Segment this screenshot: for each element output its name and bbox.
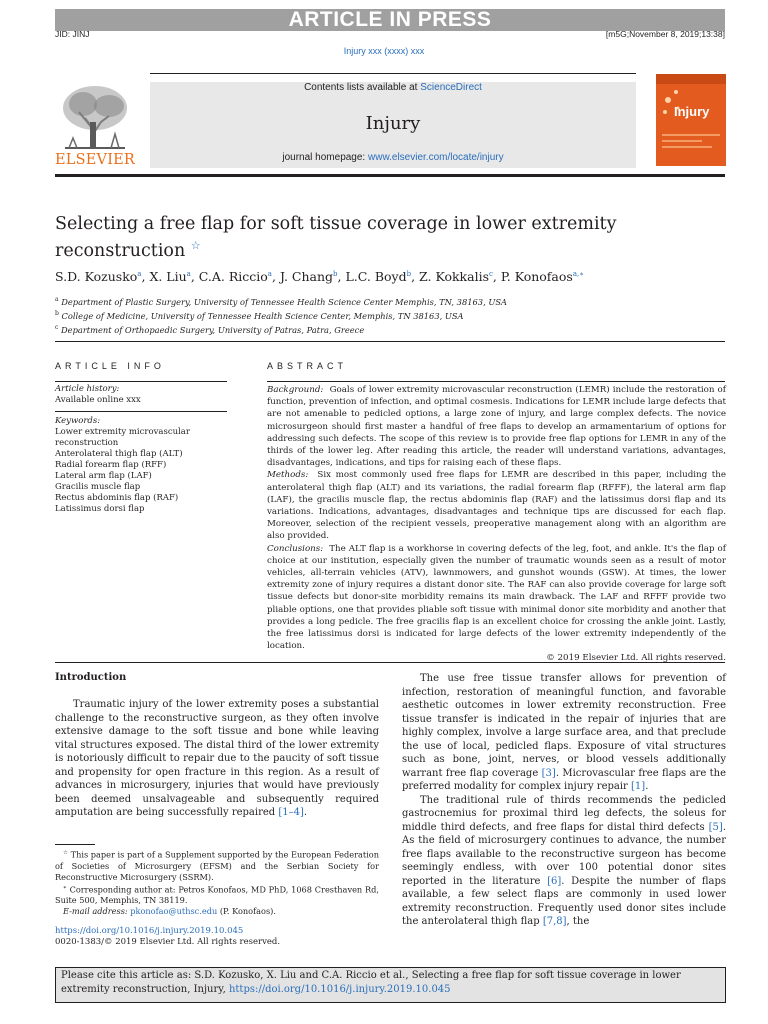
citation-box — [55, 967, 726, 1003]
footnote-rule — [55, 844, 95, 845]
keywords-label: Keywords: — [55, 416, 101, 426]
author-name: J. Chang — [279, 269, 334, 284]
author-name: P. Konofaos — [500, 269, 573, 284]
contents-prefix: Contents lists available at — [304, 82, 421, 93]
article-in-press-banner: ARTICLE IN PRESS — [55, 9, 725, 31]
author-affiliation-marker[interactable]: b — [333, 269, 338, 278]
issn-line: 0020-1383/© 2019 Elsevier Ltd. All rights reserved. — [55, 937, 281, 947]
author-name: C.A. Riccio — [198, 269, 268, 284]
masthead-top-rule — [150, 73, 636, 74]
author-affiliation-marker[interactable]: a — [137, 269, 142, 278]
affiliation-list — [55, 294, 507, 335]
body-paragraph: The use free tissue transfer allows for prevention of infection, restoration of meaningful function, and favorable aesthetic outcomes in lower extremity reconstruction. Free tissue transfer is indicated in the repair of injuries that are highly complex, involve a large surface area, and that preclude the use of local, pedicled flaps. Exposure of vital structures such as bone, joint, nerves, or blood vessels additionally warrant free flap coverage [3]. Microvascular free flaps are the preferred modality for complex injury repair [1]. — [402, 673, 726, 792]
cover-title: Injury — [674, 104, 710, 119]
abstract-copyright: © 2019 Elsevier Ltd. All rights reserved. — [546, 653, 726, 664]
masthead-bottom-rule — [55, 174, 725, 177]
journal-masthead — [150, 82, 636, 168]
abstract-background: Background: Goals of lower extremity microvascular reconstruction (LEMR) include the restoration of function, prevention of infection, and optimal cosmesis. Indications for LEMR include large defects that are not amenable to pedicled options, a large zone of injury, and large complex defects. The novice microsurgeon should first master a handful of free flaps to develop an armamentarium of options for addressing such defects. The scope of this review is to provide free flap options for LEMR in any of the thirds of the lower leg. After reading this article, the reader will understand variations, advantages, disadvantages, indications, and tips for raising each of these flaps. — [267, 385, 726, 469]
build-stamp: [m5G;November 8, 2019;13:38] — [605, 29, 725, 39]
title-footnote-marker[interactable]: ☆ — [190, 239, 201, 252]
author-name: S.D. Kozusko — [55, 269, 138, 284]
journal-id: JID: JINJ — [55, 29, 90, 39]
author-affiliation-marker[interactable]: a — [267, 269, 272, 278]
author-name: L.C. Boyd — [345, 269, 407, 284]
cover-art-icon — [656, 74, 726, 166]
body-right-column — [402, 672, 726, 929]
publisher-name: ELSEVIER — [55, 152, 136, 168]
abstract-conclusions: Conclusions: The ALT flap is a workhorse in covering defects of the leg, foot, and ankle. It's the flap of choice at our institution, especially given the number of traumatic wounds seen as a result of motor vehicles, all-terrain vehicles (ATV), lawnmowers, and gunshot wounds (GSW). At times, the lower extremity zone of injury requires a distant donor site. The RAF can also provide coverage for large soft tissue defects but donor-site morbidity remains its main drawback. The LAF and RFFF provide two pliable options, one that provides pliable soft tissue with minimal donor site morbidity and another that provides a long pedicle. The free gracilis flap is an excellent choice for crossing the ankle joint. Lastly, the free latissimus dorsi is indicated for large defects of the lower extremity independently of the location. — [267, 543, 726, 652]
abstract-methods: Methods: Six most commonly used free flaps for LEMR are described in this paper, including the anterolateral thigh flap (ALT) and its variations, the radial forearm flap (RFFF), the lateral arm flap (LAF), the gracilis muscle flap, the rectus abdominis flap (RAF) and the latissimus dorsi flap and its variations. Indications, advantages, disadvantages and technique tips are discussed for each flap. Moreover, selection of the recipient vessels, preoperative management along with an algorithm are also provided. — [267, 470, 726, 542]
history-value: Available online xxx — [55, 395, 141, 405]
doi-block — [55, 926, 280, 948]
article-title — [55, 213, 695, 262]
homepage-prefix: journal homepage: — [282, 152, 368, 163]
section-rule — [55, 662, 725, 663]
contents-available-line — [150, 82, 636, 93]
journal-name: Injury — [365, 113, 421, 134]
keyword-item: Radial forearm flap (RFF) — [55, 460, 167, 470]
article-info-separator — [55, 411, 227, 412]
author-name: Z. Kokkalis — [419, 269, 489, 284]
abstract-body — [267, 384, 726, 665]
body-paragraph: The traditional rule of thirds recommends the pedicled gastrocnemius for proximal third leg defects, the soleus for middle third defects, and free flaps for distal third defects [5]. As the field of microsurgery continues to advance, the number free flaps available to the reconstructive surgeon has become seemingly endless, with over 100 potential donor sites reported in the literature [6]. Despite the number of flaps available, a few select flaps are commonly in used lower extremity reconstruction. Frequently used donor sites include the anterolateral thigh flap [7,8], the — [402, 794, 726, 927]
author-name: X. Liu — [149, 269, 187, 284]
author-affiliation-marker[interactable]: c — [489, 269, 493, 278]
supplement-footnote: ☆ This paper is part of a Supplement supported by the European Federation of Societies of Microsurgery (EFSM) and the Serbian Society for Reconstructive Microsurgery (SSRM). — [55, 849, 380, 882]
citation-doi-link[interactable]: https://doi.org/10.1016/j.injury.2019.10.045 — [228, 984, 451, 995]
reference-link[interactable]: [7,8] — [542, 916, 567, 927]
footnotes — [55, 848, 379, 917]
reference-link[interactable]: [3] — [541, 767, 556, 779]
author-affiliation-marker[interactable]: a — [186, 269, 191, 278]
keyword-item: Lateral arm flap (LAF) — [55, 471, 152, 481]
section-rule — [55, 341, 725, 342]
reference-link[interactable]: [1] — [631, 781, 646, 792]
affiliation-item: $^a$ Department of Plastic Surgery, University of Tennessee Health Science Center Memphis, TN, 38163, USA — [55, 296, 508, 307]
affiliation-item: $^c$ Department of Orthopaedic Surgery, University of Patras, Patra, Greece — [55, 323, 365, 335]
reference-link[interactable]: [5] — [708, 821, 723, 833]
keyword-item: Rectus abdominis flap (RAF) — [55, 493, 179, 503]
corresponding-author-footnote: ∗ Corresponding author at: Petros Konofaos, MD PhD, 1068 Cresthaven Rd, Suite 500, Memphis, TN 38119. — [55, 884, 379, 906]
email-footnote: E-mail address: pkonofao@uthsc.edu (P. Konofaos). — [63, 906, 276, 917]
doi-link[interactable]: https://doi.org/10.1016/j.injury.2019.10.045 — [55, 926, 244, 936]
citation-text: Please cite this article as: S.D. Kozusko, X. Liu and C.A. Riccio et al., Selecting a free flap for soft tissue coverage in lower extremity reconstruction, Injury, — [61, 970, 681, 995]
keyword-item: Latissimus dorsi flap — [55, 504, 145, 514]
article-info-heading: ARTICLE INFO — [55, 361, 165, 371]
journal-homepage-link[interactable]: www.elsevier.com/locate/injury — [368, 152, 504, 163]
body-paragraph: Traumatic injury of the lower extremity poses a substantial challenge to the reconstructive surgeon, as they often involve extensive damage to the soft tissue and bone while leaving vital structures exposed. The distal third of the lower extremity is notoriously difficult to repair due to the paucity of soft tissue and propensity for open fracture in this region. As a result of advances in microsurgery, injuries that would have previously been deemed unsalvageable and subsequently required amputation are being successfully repaired [1–4]. — [55, 699, 379, 818]
reference-link[interactable]: [6] — [547, 875, 562, 887]
keyword-item: Lower extremity microvascular reconstruction — [55, 427, 190, 448]
author-affiliation-marker[interactable]: b — [406, 269, 412, 278]
keyword-item: Gracilis muscle flap — [55, 482, 141, 492]
reference-link[interactable]: [1–4] — [278, 807, 304, 818]
email-link[interactable]: pkonofao@uthsc.edu — [130, 906, 218, 917]
article-info-rule — [55, 381, 227, 382]
author-affiliation-marker[interactable]: a,∗ — [572, 269, 584, 278]
keyword-item: Anterolateral thigh flap (ALT) — [55, 449, 183, 459]
abstract-rule — [267, 381, 725, 382]
sciencedirect-link[interactable]: ScienceDirect — [420, 82, 482, 93]
affiliation-item: $^b$ College of Medicine, University of Tennessee Health Science Center, Memphis, TN 38163, USA — [55, 309, 464, 321]
history-label: Article history: — [55, 384, 120, 394]
article-info-panel — [55, 384, 227, 515]
introduction-heading: Introduction — [55, 672, 127, 683]
article-title-text: Selecting a free flap for soft tissue coverage in lower extremity reconstruction — [55, 214, 617, 261]
abstract-heading: ABSTRACT — [267, 361, 348, 371]
author-list: S.D. Kozusko$^a$, X. Liu$^a$, C.A. Riccio$^a$, J. Chang$^b$, L.C. Boyd$^b$, Z. Kokkalis$^c$, P. Konofaos$^{a,∗}$ — [55, 269, 584, 284]
journal-cover-image — [656, 74, 726, 166]
journal-citation-link[interactable]: Injury xxx (xxxx) xxx — [343, 46, 425, 56]
journal-homepage-line — [150, 152, 636, 163]
